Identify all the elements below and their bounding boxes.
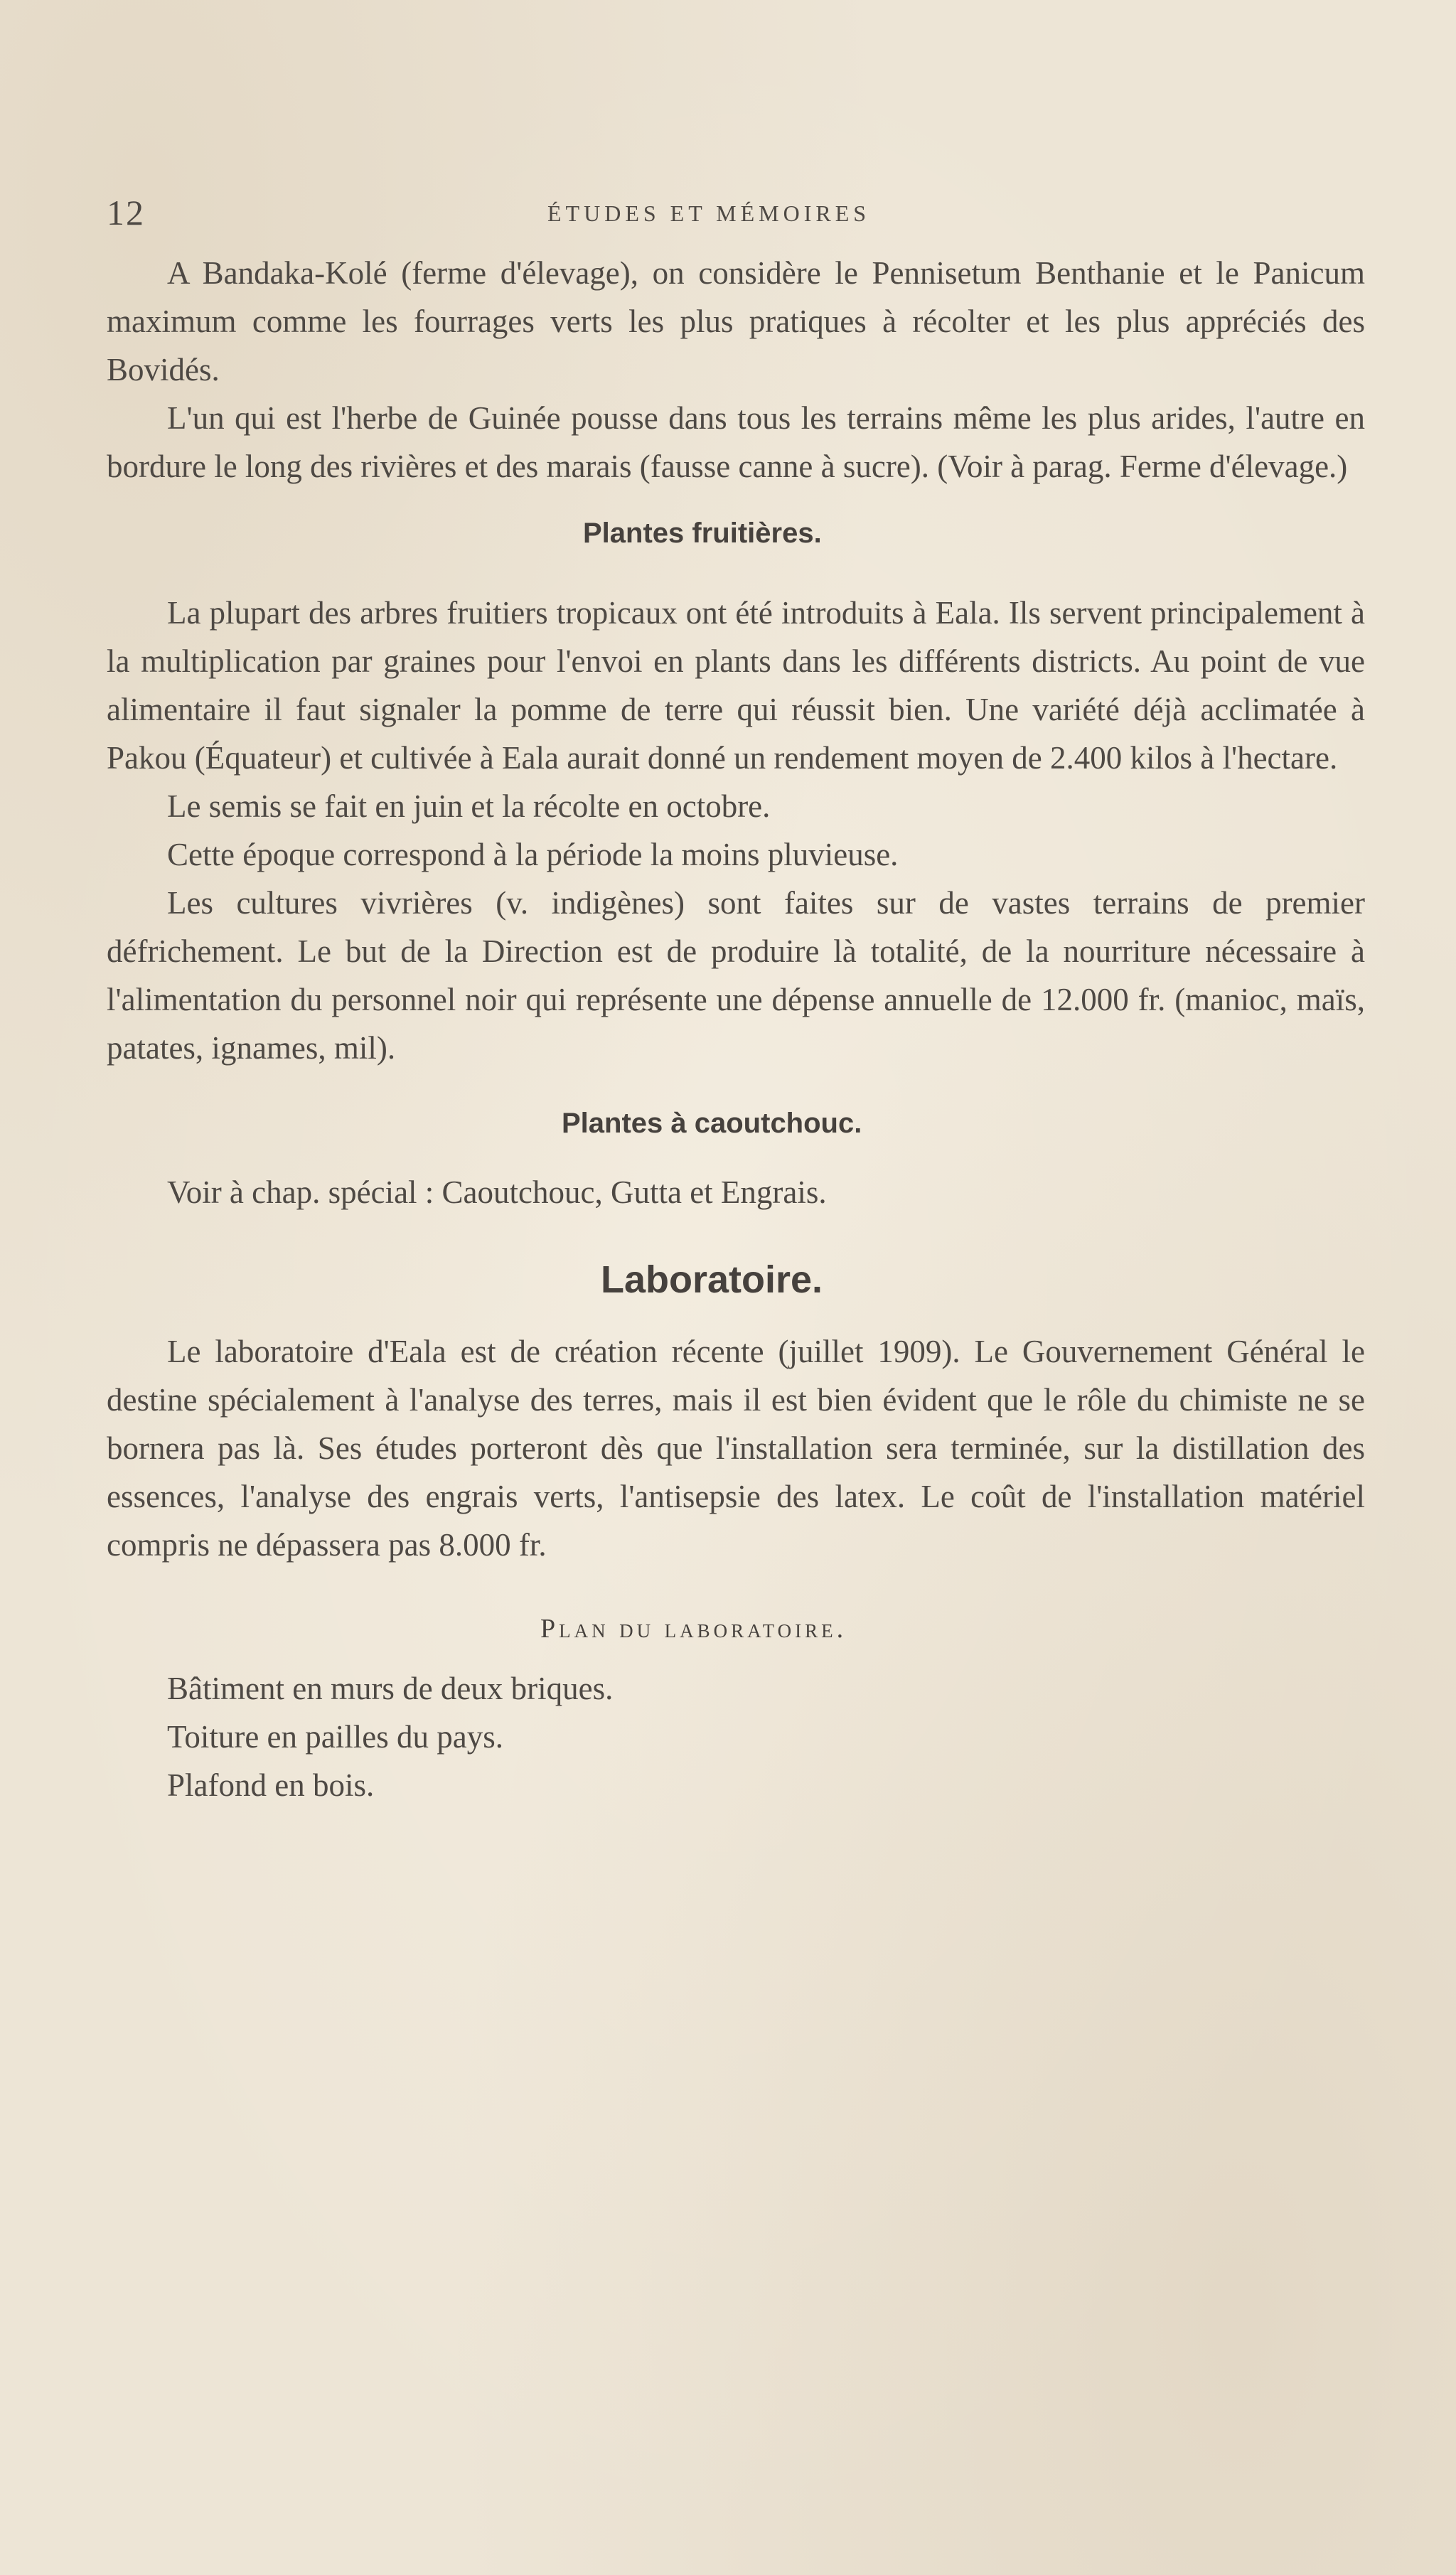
section-heading-plan-laboratoire: Plan du laboratoire.: [540, 1614, 847, 1644]
page: [107, 192, 1365, 1809]
running-title: ÉTUDES ET MÉMOIRES: [547, 200, 871, 226]
list-item-toiture: Toiture en pailles du pays.: [167, 1719, 503, 1755]
paragraph-bandaka: A Bandaka-Kolé (ferme d'élevage), on considère le Pennisetum Benthanie et le Panicum maximum comme les fourrages verts les plus pratiques à récolter et les plus appréciés des Bovidés.: [107, 255, 1365, 387]
running-header: [107, 192, 1365, 249]
list-item-batiment: Bâtiment en murs de deux briques.: [167, 1671, 614, 1706]
paragraph-semis: Le semis se fait en juin et la récolte en octobre.: [167, 788, 771, 824]
paragraph-epoque: Cette époque correspond à la période la moins pluvieuse.: [167, 837, 899, 872]
paragraph-cultures-vivrieres: Les cultures vivrières (v. indigènes) sont faites sur de vastes terrains de premier défrichement. Le but de la Direction est de produire là totalité, de la nourriture nécessaire à l'alimentation du personnel noir qui représente une dépense annuelle de 12.000 fr. (manioc, maïs, patates, ignames, mil).: [107, 885, 1365, 1066]
paragraph-arbres-fruitiers: La plupart des arbres fruitiers tropicaux ont été introduits à Eala. Ils servent principalement à la multiplication par graines pour l'envoi en plants dans les différents districts. Au point de vue alimentaire il faut signaler la pomme de terre qui réussit bien. Une variété déjà acclimatée à Pakou (Équateur) et cultivée à Eala aurait donné un rendement moyen de 2.400 kilos à l'hectare.: [107, 595, 1365, 776]
page-number: 12: [107, 193, 145, 232]
paragraph-herbe-guinee: L'un qui est l'herbe de Guinée pousse dans tous les terrains même les plus arides, l'autre en bordure le long des rivières et des marais (fausse canne à sucre). (Voir à parag. Ferme d'élevage.): [107, 400, 1365, 484]
paragraph-laboratoire: Le laboratoire d'Eala est de création récente (juillet 1909). Le Gouvernement Général le destine spécialement à l'analyse des terres, mais il est bien évident que le rôle du chimiste ne se bornera pas là. Ses études porteront dès que l'installation sera terminée, sur la distillation des essences, l'analyse des engrais verts, l'antisepsie des latex. Le coût de l'installation matériel compris ne dépassera pas 8.000 fr.: [107, 1334, 1365, 1563]
list-item-plafond: Plafond en bois.: [167, 1767, 375, 1803]
paragraph-voir-chapitre: Voir à chap. spécial : Caoutchouc, Gutta et Engrais.: [167, 1174, 827, 1210]
section-heading-laboratoire: Laboratoire.: [601, 1258, 823, 1301]
section-heading-plantes-caoutchouc: Plantes à caoutchouc.: [562, 1108, 862, 1139]
section-heading-plantes-fruitieres: Plantes fruitières.: [583, 518, 822, 549]
